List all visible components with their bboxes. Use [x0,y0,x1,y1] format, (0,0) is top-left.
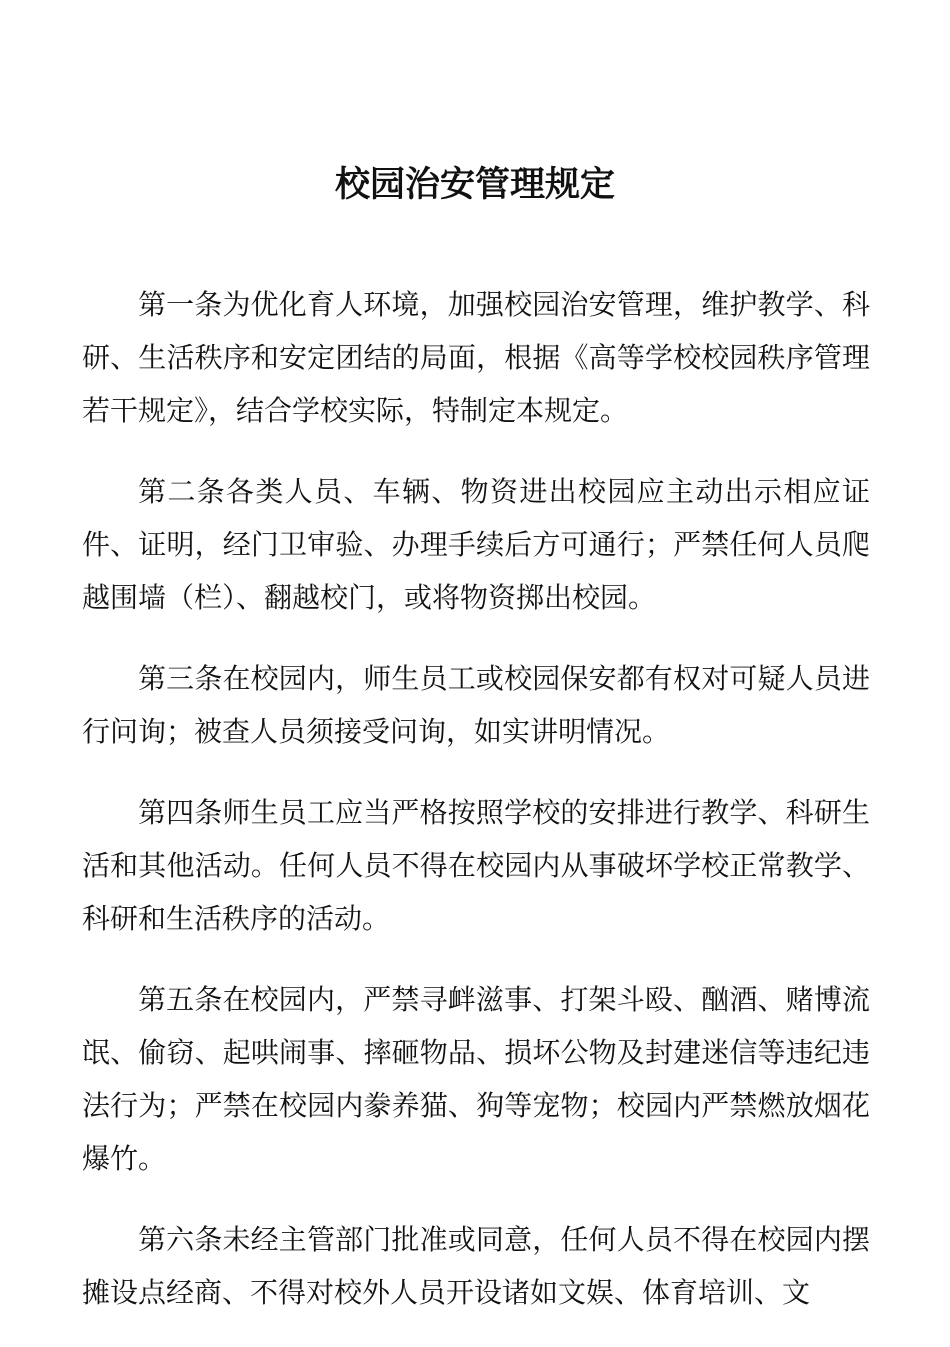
document-title: 校园治安管理规定 [334,165,615,205]
paragraph-4: 第四条师生员工应当严格按照学校的安排进行教学、科研生活和其他活动。任何人员不得在校园内从事破坏学校正常教学、科研和生活秩序的活动。 [82,796,870,935]
paragraph-3: 第三条在校园内，师生员工或校园保安都有权对可疑人员进行问询；被查人员须接受问询，如实讲明情况。 [82,662,870,748]
paragraph-2: 第二条各类人员、车辆、物资进出校园应主动出示相应证件、证明，经门卫审验、办理手续后方可通行；严禁任何人员爬越围墙（栏）、翻越校门，或将物资掷出校园。 [82,475,870,614]
paragraph-1: 第一条为优化育人环境，加强校园治安管理，维护教学、科研、生活秩序和安定团结的局面，根据《高等学校校园秩序管理若干规定》，结合学校实际，特制定本规定。 [82,288,870,427]
paragraph-5: 第五条在校园内，严禁寻衅滋事、打架斗殴、酗酒、赌博流氓、偷窃、起哄闹事、摔砸物品、损坏公物及封建迷信等违纪违法行为；严禁在校园内豢养猫、狗等宠物；校园内严禁燃放烟花爆竹。 [82,983,870,1175]
paragraph-6: 第六条未经主管部门批准或同意，任何人员不得在校园内摆摊设点经商、不得对校外人员开设诸如文娱、体育培训、文 [82,1223,870,1309]
document-body [82,278,870,1347]
